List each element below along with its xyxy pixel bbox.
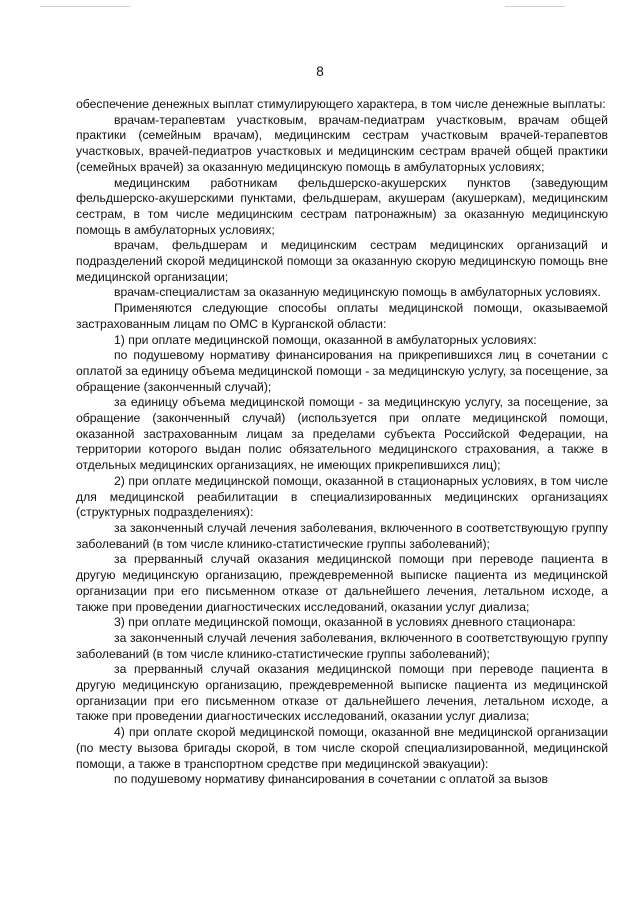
page-number: 8 <box>316 64 324 79</box>
scan-artifact-left <box>40 6 130 7</box>
paragraph: обеспечение денежных выплат стимулирующего характера, в том числе денежные выплаты: <box>76 97 606 111</box>
paragraph: врачам, фельдшерам и медицинским сестрам медицинских организаций и подразделений скорой медицинской помощи за оказанную скорую медицинскую помощь вне медицинской организации; <box>76 238 608 284</box>
paragraph: за прерванный случай оказания медицинской помощи при переводе пациента в другую медицинскую организацию, преждевременной выписке пациента из медицинской организации при его письменном отказе от дальнейшего лечения, летальном исходе, а также при проведении диагностических исследований, оказании услуг диализа; <box>76 662 608 724</box>
document-body <box>76 97 608 788</box>
paragraph: за законченный случай лечения заболевания, включенного в соответствующую группу заболеваний (в том числе клинико-статистические группы заболеваний); <box>76 630 608 661</box>
paragraph: 2) при оплате медицинской помощи, оказанной в стационарных условиях, в том числе для медицинской реабилитации в специализированных медицинских организациях (структурных подразделениях): <box>76 473 608 520</box>
paragraph: по подушевому нормативу финансирования на прикрепившихся лиц в сочетании с оплатой за единицу объема медицинской помощи - за медицинскую услугу, за посещение, за обращение (законченный случай); <box>76 348 608 394</box>
paragraph: по подушевому нормативу финансирования в сочетании с оплатой за вызов <box>114 772 549 787</box>
paragraph: за единицу объема медицинской помощи - за медицинскую услугу, за посещение, за обращение (законченный случай) (используется при оплате медицинской помощи, оказанной застрахованным лицам за пределами субъекта Российской Федерации, на территории которого выдан полис обязательного медицинского страхования, а также в отдельных медицинских организациях, не имеющих прикрепившихся лиц); <box>76 395 608 473</box>
paragraph: 4) при оплате скорой медицинской помощи, оказанной вне медицинской организации (по месту вызова бригады скорой, в том числе скорой специализированной, медицинской помощи, а также в транспортном средстве при медицинской эвакуации): <box>76 725 608 771</box>
paragraph: медицинским работникам фельдшерско-акушерских пунктов (заведующим фельдшерско-акушерскими пунктами, фельдшерам, акушерам (акушеркам), медицинским сестрам, в том числе медицинским сестрам патронажным) за оказанную медицинскую помощь в амбулаторных условиях; <box>76 175 608 237</box>
paragraph: врачам-специалистам за оказанную медицинскую помощь в амбулаторных условиях. <box>114 285 601 300</box>
paragraph: Применяются следующие способы оплаты медицинской помощи, оказываемой застрахованным лицам по ОМС в Курганской области: <box>76 301 608 331</box>
paragraph: врачам-терапевтам участковым, врачам-педиатрам участковым, врачам общей практики (семейным врачам), медицинским сестрам участковым врачей-терапевтов участковых, врачей-педиатров участковых и медицинским сестрам врачей общей практики (семейных врачей) за оказанную медицинскую помощь в амбулаторных условиях; <box>76 112 608 174</box>
paragraph: за прерванный случай оказания медицинской помощи при переводе пациента в другую медицинскую организацию, преждевременной выписке пациента из медицинской организации при его письменном отказе от дальнейшего лечения, летальном исходе, а также при проведении диагностических исследований, оказании услуг диализа; <box>76 552 608 614</box>
paragraph: за законченный случай лечения заболевания, включенного в соответствующую группу заболеваний (в том числе клинико-статистические группы заболеваний); <box>76 520 608 551</box>
paragraph: 1) при оплате медицинской помощи, оказанной в амбулаторных условиях: <box>114 332 537 347</box>
scan-artifact-right <box>505 6 565 7</box>
paragraph: 3) при оплате медицинской помощи, оказанной в условиях дневного стационара: <box>114 615 576 630</box>
